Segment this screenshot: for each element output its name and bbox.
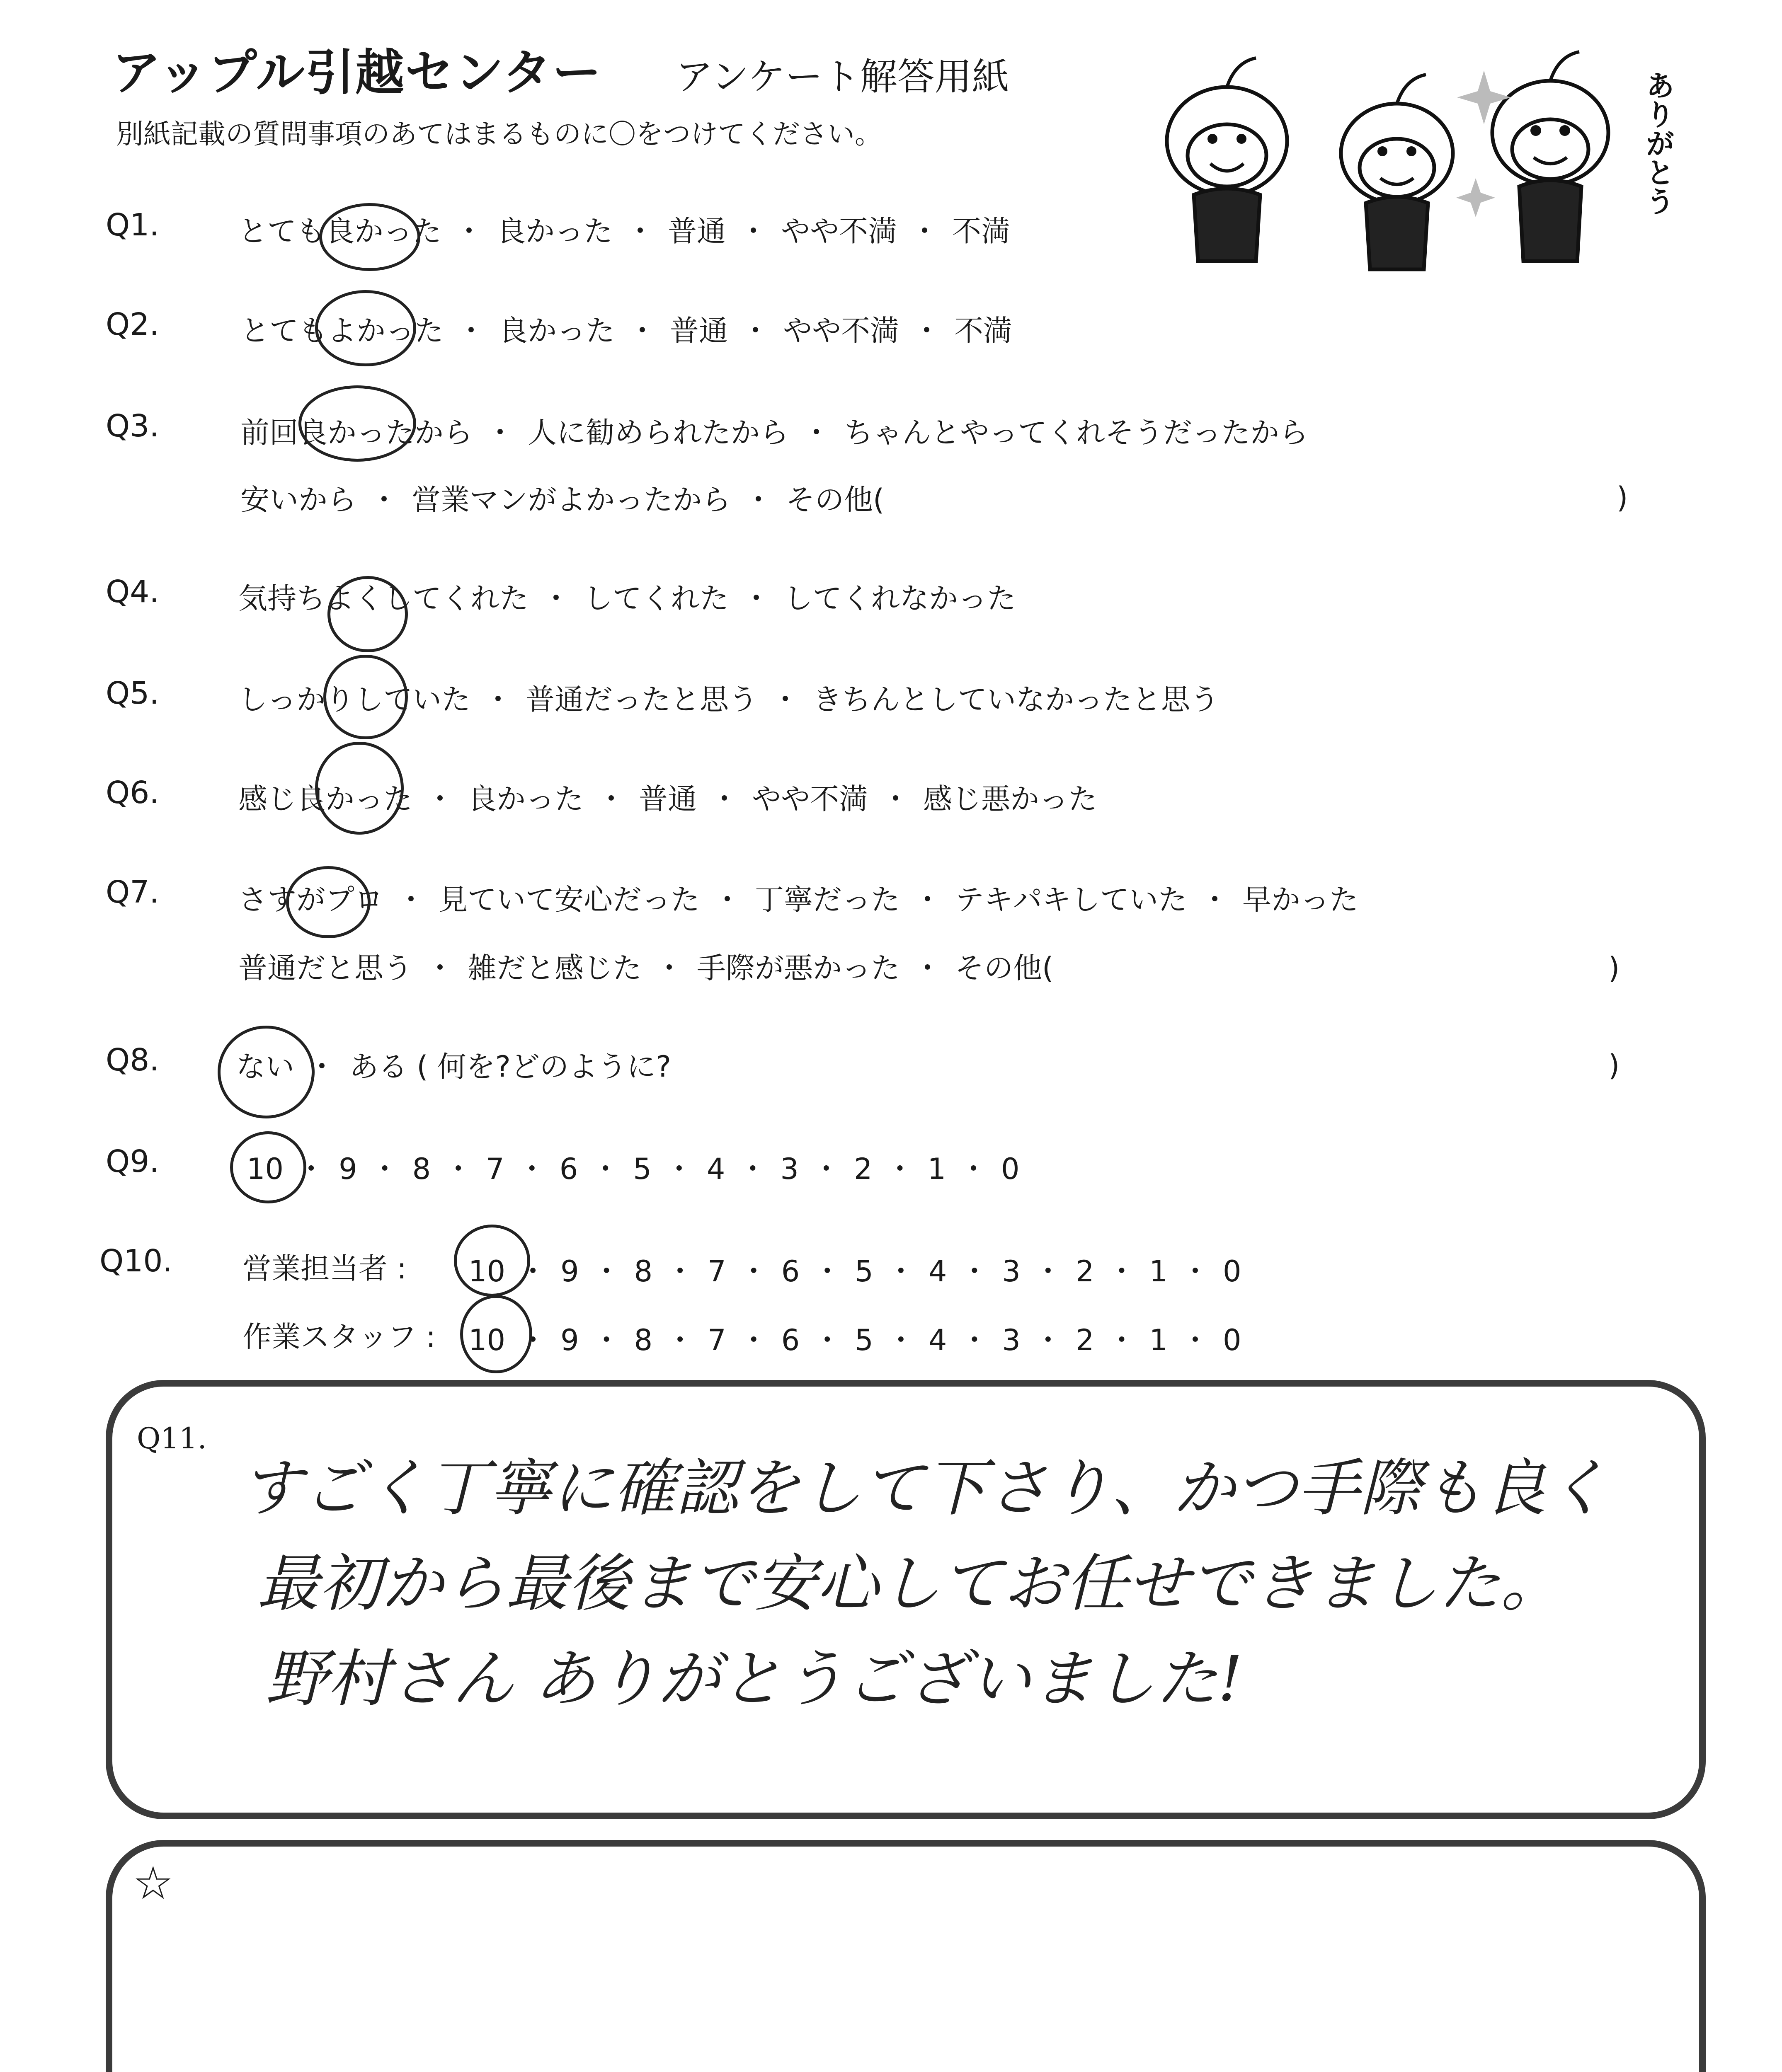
- instruction-text: 別紙記載の質問事項のあてはまるものに〇をつけてください。: [116, 118, 882, 150]
- answer-circle-mark: [319, 203, 420, 271]
- option[interactable]: 良かった: [497, 214, 613, 248]
- rating-option[interactable]: 8: [634, 1254, 653, 1288]
- option[interactable]: 良かった: [499, 314, 615, 348]
- option[interactable]: 普通だったと思う: [526, 683, 758, 716]
- question-options: 前回良かったから ・ 人に勧められたから ・ ちゃんとやってくれそうだったから: [240, 416, 1308, 450]
- rating-option[interactable]: 1: [927, 1152, 946, 1186]
- question-options: 感じ良かった ・ 良かった ・ 普通 ・ やや不満 ・ 感じ悪かった: [238, 782, 1097, 816]
- option[interactable]: 雑だと感じた: [468, 951, 642, 985]
- question-options: ない ・ ある ( 何を?どのように?: [236, 1050, 672, 1084]
- rating-option[interactable]: 9: [560, 1254, 579, 1288]
- question-options-line2: 普通だと思う ・ 雑だと感じた ・ 手際が悪かった ・ その他(: [238, 951, 1054, 985]
- handwritten-comment-line: 野村さん ありがとうございました!: [265, 1643, 1243, 1715]
- option[interactable]: してくれた: [584, 581, 729, 615]
- option[interactable]: 普通: [670, 314, 728, 348]
- answer-circle-mark: [315, 290, 416, 366]
- rating-scale-staff: 10 ・ 9 ・ 8 ・ 7 ・ 6 ・ 5 ・ 4 ・ 3 ・ 2 ・ 1 ・ 0: [468, 1323, 1241, 1357]
- option[interactable]: 不満: [954, 314, 1012, 348]
- rating-option[interactable]: 9: [560, 1323, 579, 1357]
- option[interactable]: その他(: [955, 951, 1054, 985]
- rating-option[interactable]: 7: [708, 1323, 726, 1357]
- option[interactable]: ない: [236, 1050, 294, 1084]
- handwritten-comment-line: 最初から最後まで安心してお任せできました。: [257, 1548, 1563, 1620]
- rating-option[interactable]: 3: [780, 1152, 799, 1186]
- option[interactable]: 普通: [639, 782, 697, 816]
- rating-option[interactable]: 4: [706, 1152, 725, 1186]
- option[interactable]: やや不満: [781, 214, 897, 248]
- option[interactable]: とても良かった: [238, 214, 441, 248]
- question-options: しっかりしていた ・ 普通だったと思う ・ きちんとしていなかったと思う: [238, 683, 1219, 716]
- answer-circle-mark: [460, 1295, 532, 1373]
- question-options: さすがプロ ・ 見ていて安心だった ・ 丁寧だった ・ テキパキしていた ・ 早かった: [238, 883, 1358, 917]
- option[interactable]: とてもよかった: [240, 314, 444, 348]
- rating-option[interactable]: 1: [1149, 1254, 1168, 1288]
- option[interactable]: その他(: [786, 483, 885, 517]
- question-number: Q1.: [106, 207, 159, 243]
- answer-circle-mark: [315, 742, 404, 835]
- rating-option[interactable]: 2: [1075, 1254, 1094, 1288]
- answer-circle-mark: [323, 655, 408, 739]
- rating-option[interactable]: 4: [928, 1254, 947, 1288]
- rating-option[interactable]: 7: [486, 1152, 504, 1186]
- rating-option[interactable]: 5: [855, 1323, 873, 1357]
- answer-circle-mark: [454, 1225, 530, 1297]
- question-options: 気持ちよくしてくれた ・ してくれた ・ してくれなかった: [238, 581, 1016, 615]
- answer-circle-mark: [298, 385, 416, 462]
- rating-option[interactable]: 0: [1223, 1254, 1241, 1288]
- rating-scale: 10 ・ 9 ・ 8 ・ 7 ・ 6 ・ 5 ・ 4 ・ 3 ・ 2 ・ 1 ・ 0: [247, 1152, 1020, 1186]
- option[interactable]: ちゃんとやってくれそうだったから: [844, 416, 1308, 450]
- rating-option[interactable]: 7: [708, 1254, 726, 1288]
- staff-notes-box[interactable]: [106, 1840, 1706, 2072]
- question-number: Q9.: [106, 1144, 159, 1179]
- rating-option[interactable]: 2: [853, 1152, 873, 1186]
- star-icon: ☆: [133, 1857, 174, 1910]
- rating-option[interactable]: 5: [855, 1254, 873, 1288]
- option[interactable]: やや不満: [752, 782, 868, 816]
- question-number: Q3.: [106, 408, 159, 444]
- form-subtitle: アンケート解答用紙: [676, 55, 1009, 99]
- question-number: Q7.: [106, 874, 159, 910]
- rating-option[interactable]: 10: [468, 1323, 506, 1357]
- question-options-line2: 安いから ・ 営業マンがよかったから ・ その他(: [240, 483, 885, 517]
- option[interactable]: 感じ悪かった: [923, 782, 1097, 816]
- option[interactable]: 見ていて安心だった: [439, 883, 700, 917]
- monkey-mascots-illustration: [1132, 46, 1691, 278]
- rating-scale-sales: 10 ・ 9 ・ 8 ・ 7 ・ 6 ・ 5 ・ 4 ・ 3 ・ 2 ・ 1 ・ 0: [468, 1254, 1241, 1288]
- rating-option[interactable]: 3: [1002, 1323, 1021, 1357]
- option[interactable]: テキパキしていた: [955, 883, 1187, 917]
- option[interactable]: 手際が悪かった: [697, 951, 900, 985]
- option[interactable]: 安いから: [240, 483, 356, 517]
- option[interactable]: しっかりしていた: [238, 683, 470, 716]
- option[interactable]: 普通だと思う: [238, 951, 412, 985]
- rating-option[interactable]: 8: [412, 1152, 431, 1186]
- mascot-thanks-text: ありがとう: [1641, 70, 1675, 215]
- rating-option[interactable]: 1: [1149, 1323, 1168, 1357]
- handwritten-comment-line: すごく丁寧に確認をして下さり、かつ手際も良く: [240, 1452, 1609, 1525]
- closing-paren: ): [1608, 951, 1620, 985]
- option[interactable]: 丁寧だった: [755, 883, 900, 917]
- rating-option[interactable]: 8: [634, 1323, 653, 1357]
- rating-option[interactable]: 2: [1075, 1323, 1094, 1357]
- rating-option[interactable]: 4: [928, 1323, 947, 1357]
- question-number: Q2.: [106, 307, 159, 342]
- option[interactable]: してくれなかった: [784, 581, 1016, 615]
- q10-label-sales: 営業担当者 :: [242, 1251, 407, 1285]
- q10-label-staff: 作業スタッフ :: [242, 1320, 436, 1354]
- question-options: とても良かった ・ 良かった ・ 普通 ・ やや不満 ・ 不満: [238, 214, 1010, 248]
- rating-option[interactable]: 6: [781, 1323, 800, 1357]
- question-number: Q10.: [99, 1243, 172, 1279]
- question-number: Q5.: [106, 675, 159, 711]
- question-number: Q6.: [106, 775, 159, 811]
- answer-circle-mark: [286, 866, 371, 938]
- question-options: とてもよかった ・ 良かった ・ 普通 ・ やや不満 ・ 不満: [240, 314, 1012, 348]
- option[interactable]: 感じ良かった: [238, 782, 412, 816]
- answer-circle-mark: [327, 576, 408, 652]
- option[interactable]: ある ( 何を?どのように?: [349, 1050, 672, 1084]
- option[interactable]: 気持ちよくしてくれた: [238, 581, 529, 615]
- answer-circle-mark: [218, 1026, 315, 1118]
- rating-option[interactable]: 5: [633, 1152, 652, 1186]
- rating-option[interactable]: 0: [1001, 1152, 1020, 1186]
- rating-option[interactable]: 6: [781, 1254, 800, 1288]
- question-number: Q4.: [106, 574, 159, 610]
- form-title: アップル引越センター: [112, 44, 602, 101]
- answer-circle-mark: [230, 1131, 306, 1203]
- rating-option[interactable]: 9: [339, 1152, 357, 1186]
- option[interactable]: 不満: [952, 214, 1010, 248]
- option[interactable]: 人に勧められたから: [528, 416, 789, 450]
- rating-option[interactable]: 10: [247, 1152, 284, 1186]
- question-number: Q11.: [137, 1421, 207, 1455]
- option[interactable]: 早かった: [1242, 883, 1358, 917]
- rating-option[interactable]: 0: [1223, 1323, 1241, 1357]
- option[interactable]: 普通: [668, 214, 726, 248]
- option[interactable]: きちんとしていなかったと思う: [813, 683, 1219, 716]
- closing-paren: ): [1617, 481, 1628, 515]
- option[interactable]: 良かった: [468, 782, 584, 816]
- rating-option[interactable]: 10: [468, 1254, 506, 1288]
- rating-option[interactable]: 3: [1002, 1254, 1021, 1288]
- closing-paren: ): [1608, 1048, 1620, 1082]
- rating-option[interactable]: 6: [559, 1152, 578, 1186]
- option[interactable]: やや不満: [783, 314, 899, 348]
- option[interactable]: 前回良かったから: [240, 416, 473, 450]
- option[interactable]: 営業マンがよかったから: [412, 483, 731, 517]
- question-number: Q8.: [106, 1042, 159, 1078]
- option[interactable]: さすがプロ: [238, 883, 383, 917]
